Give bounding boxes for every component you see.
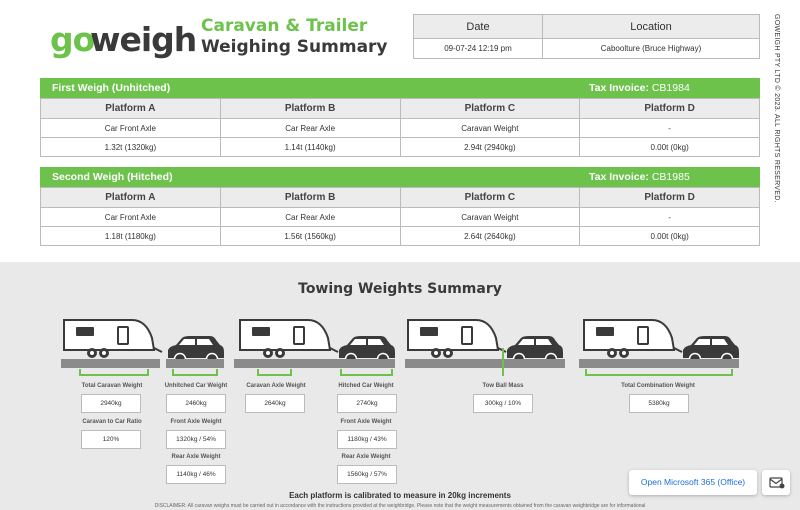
- second-weigh-table: [40, 187, 760, 246]
- measure-bracket: [79, 369, 149, 376]
- hitched-rear-axle-label: Rear Axle Weight: [341, 454, 391, 460]
- hitched-car-value: 2740kg: [337, 394, 397, 413]
- towing-summary-title: Towing Weights Summary: [298, 281, 502, 297]
- hitched-front-axle-label: Front Axle Weight: [340, 419, 392, 425]
- total-caravan-value: 2940kg: [81, 394, 141, 413]
- unhitched-car-label: Unhitched Car Weight: [164, 383, 228, 389]
- platform-cell: Caravan Weight: [400, 119, 580, 138]
- unhitched-rear-axle-value: 1140kg / 46%: [166, 465, 226, 484]
- tow-ball-marker: [502, 348, 504, 376]
- platform-header: Platform D: [580, 188, 760, 208]
- caravan-icon: [584, 320, 682, 358]
- caravan-car-ratio-value: 120%: [81, 430, 141, 449]
- platform-cell: 1.56t (1560kg): [220, 227, 400, 246]
- platform-header: Platform A: [41, 188, 221, 208]
- disclaimer-text: DISCLAIMER: All caravan weighs must be carried out in accordance with the instructions provided at the weighbridge. Please note that the weight measurements obtained from the caravan weighbridge are for informational: [154, 503, 646, 509]
- measure-bracket: [340, 369, 393, 376]
- platform-cell: 1.32t (1320kg): [41, 138, 221, 157]
- platform-cell: 2.94t (2940kg): [400, 138, 580, 157]
- tow-ball-value: 300kg / 10%: [473, 394, 533, 413]
- tax-invoice-number: CB1985: [651, 171, 690, 183]
- platform-cell: Car Front Axle: [41, 208, 221, 227]
- date-header: Date: [414, 15, 543, 39]
- platform-cell: Car Front Axle: [41, 119, 221, 138]
- caravan-car-ratio-label: Caravan to Car Ratio: [82, 419, 142, 425]
- platform-header: Platform C: [400, 188, 580, 208]
- second-weigh-title: Second Weigh (Hitched): [52, 171, 173, 183]
- platform-cell: 0.00t (0kg): [580, 227, 760, 246]
- platform-cell: -: [580, 208, 760, 227]
- platform-header: Platform D: [580, 99, 760, 119]
- location-header: Location: [543, 15, 760, 39]
- calibration-note: Each platform is calibrated to measure in 20kg increments: [289, 491, 511, 500]
- platform-cell: -: [580, 119, 760, 138]
- title-line-1: Caravan & Trailer: [201, 16, 368, 36]
- weigh-platform: [405, 359, 565, 368]
- logo-go: go: [50, 20, 95, 59]
- hitched-car-label: Hitched Car Weight: [338, 383, 394, 389]
- mail-icon: [762, 470, 790, 495]
- measure-bracket: [585, 369, 733, 376]
- unhitched-front-axle-value: 1320kg / 54%: [166, 430, 226, 449]
- towing-illustrations: [0, 312, 800, 362]
- caravan-axle-label: Caravan Axle Weight: [246, 383, 306, 389]
- platform-cell: Caravan Weight: [400, 208, 580, 227]
- first-weigh-bar: [40, 78, 760, 98]
- second-weigh-section: [40, 167, 760, 246]
- caravan-icon: [240, 320, 338, 358]
- open-microsoft-365-button[interactable]: Open Microsoft 365 (Office): [629, 470, 757, 495]
- tax-invoice-number: CB1984: [651, 82, 690, 94]
- location-value: Caboolture (Bruce Highway): [543, 39, 760, 59]
- caravan-axle-value: 2640kg: [245, 394, 305, 413]
- second-weigh-bar: [40, 167, 760, 187]
- page-title: [201, 16, 388, 58]
- measure-bracket: [172, 369, 218, 376]
- title-line-2: Weighing Summary: [201, 37, 388, 57]
- hitched-front-axle-value: 1180kg / 43%: [337, 430, 397, 449]
- goweigh-logo: [50, 20, 197, 59]
- platform-header: Platform B: [220, 99, 400, 119]
- measure-bracket: [257, 369, 292, 376]
- tax-invoice-label: Tax Invoice:: [589, 171, 649, 183]
- platform-header: Platform B: [220, 188, 400, 208]
- platform-cell: 0.00t (0kg): [580, 138, 760, 157]
- tow-ball-label: Tow Ball Mass: [482, 383, 524, 389]
- unhitched-front-axle-label: Front Axle Weight: [170, 419, 222, 425]
- first-weigh-section: [40, 78, 760, 157]
- mail-button[interactable]: [762, 470, 790, 495]
- tax-invoice-label: Tax Invoice:: [589, 82, 649, 94]
- unhitched-car-value: 2460kg: [166, 394, 226, 413]
- date-location-table: [413, 14, 760, 59]
- weigh-platform: [234, 359, 395, 368]
- total-caravan-label: Total Caravan Weight: [81, 383, 143, 389]
- total-combination-label: Total Combination Weight: [621, 383, 695, 389]
- platform-header: Platform C: [400, 99, 580, 119]
- first-weigh-table: [40, 98, 760, 157]
- total-combination-value: 5380kg: [629, 394, 689, 413]
- caravan-icon: [408, 320, 506, 358]
- hitched-rear-axle-value: 1560kg / 57%: [337, 465, 397, 484]
- first-weigh-tax: [589, 82, 690, 94]
- unhitched-rear-axle-label: Rear Axle Weight: [171, 454, 221, 460]
- second-weigh-tax: [589, 171, 690, 183]
- logo-weigh: weigh: [90, 20, 197, 59]
- platform-cell: 1.18t (1180kg): [41, 227, 221, 246]
- first-weigh-title: First Weigh (Unhitched): [52, 82, 171, 94]
- platform-cell: 2.64t (2640kg): [400, 227, 580, 246]
- platform-cell: Car Rear Axle: [220, 119, 400, 138]
- weigh-platform: [579, 359, 739, 368]
- caravan-icon: [64, 320, 162, 358]
- copyright-text: GOWEIGH PTY LTD © 2023. ALL RIGHTS RESERVED.: [773, 14, 780, 203]
- platform-header: Platform A: [41, 99, 221, 119]
- weigh-platform: [61, 359, 160, 368]
- weigh-platform: [166, 359, 224, 368]
- platform-cell: 1.14t (1140kg): [220, 138, 400, 157]
- date-value: 09-07-24 12:19 pm: [414, 39, 543, 59]
- copyright-vertical: [771, 14, 781, 203]
- platform-cell: Car Rear Axle: [220, 208, 400, 227]
